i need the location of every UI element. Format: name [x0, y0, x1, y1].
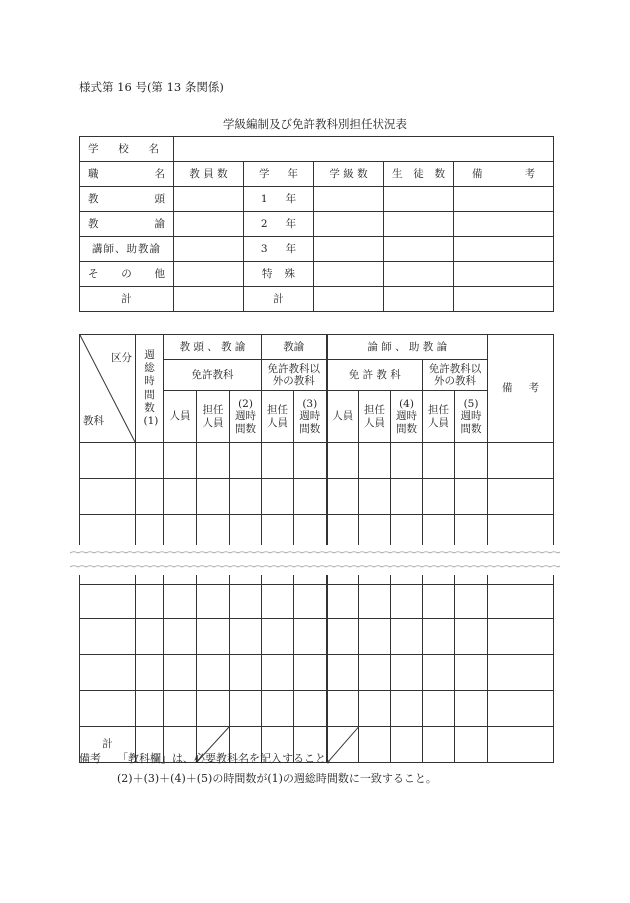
job-title: 講師、助教諭 — [80, 237, 174, 262]
staff-row — [80, 212, 554, 237]
total-label: 計 — [80, 287, 174, 312]
grade-total-label: 計 — [244, 287, 314, 312]
class-count-cell[interactable] — [314, 262, 384, 287]
value-cell[interactable] — [488, 443, 554, 479]
value-cell[interactable] — [230, 479, 262, 515]
job-title: 教 諭 — [80, 212, 174, 237]
licensed-subject-header-b: 免 許 教 科 — [327, 360, 423, 391]
job-title: そ の 他 — [80, 262, 174, 287]
in-charge-header: 担任人員 — [197, 391, 230, 443]
table-break-mark — [70, 545, 560, 575]
value-cell[interactable] — [197, 691, 230, 727]
hours-5-total[interactable] — [455, 727, 488, 763]
staff-row — [80, 262, 554, 287]
student-count-cell[interactable] — [384, 212, 454, 237]
document-title: 学級編制及び免許教科別担任状況表 — [223, 117, 407, 131]
value-cell[interactable] — [136, 691, 164, 727]
group-a-title: 教 頭 、 教 諭 — [164, 335, 262, 360]
value-cell[interactable] — [197, 655, 230, 691]
hours-5-header: (5) 週時 間数 — [455, 391, 488, 443]
hours-3-header: (3) 週時 間数 — [294, 391, 327, 443]
value-cell[interactable] — [455, 585, 488, 619]
value-cell[interactable] — [359, 479, 391, 515]
value-cell[interactable] — [423, 619, 455, 655]
value-cell[interactable] — [262, 691, 294, 727]
value-cell[interactable] — [423, 655, 455, 691]
subject-row — [80, 691, 554, 727]
staff-row — [80, 237, 554, 262]
value-cell[interactable] — [359, 691, 391, 727]
hours-4-header: (4) 週時 間数 — [391, 391, 423, 443]
value-cell[interactable] — [164, 691, 197, 727]
teacher-count-cell[interactable] — [174, 187, 244, 212]
value-cell[interactable] — [391, 479, 423, 515]
grade-cell: 3 年 — [244, 237, 314, 262]
remarks-cell[interactable] — [454, 212, 554, 237]
in-charge-header: 担任人員 — [359, 391, 391, 443]
teacher-count-cell[interactable] — [174, 262, 244, 287]
grade-cell: 2 年 — [244, 212, 314, 237]
grade-cell: 特 殊 — [244, 262, 314, 287]
value-cell[interactable] — [294, 443, 327, 479]
value-cell[interactable] — [391, 655, 423, 691]
subject-rows — [80, 443, 554, 727]
subject-label: 教科 — [83, 415, 104, 427]
value-cell[interactable] — [327, 619, 359, 655]
job-title-header: 職 名 — [80, 162, 174, 187]
remarks-header: 備 考 — [454, 162, 554, 187]
value-cell[interactable] — [230, 691, 262, 727]
value-cell[interactable] — [455, 619, 488, 655]
in-charge-header: 担任人員 — [423, 391, 455, 443]
remarks-line-2: (2)＋(3)＋(4)＋(5)の時間数が(1)の週総時間数に一致すること。 — [117, 772, 437, 785]
value-cell[interactable] — [164, 585, 197, 619]
value-cell[interactable] — [164, 619, 197, 655]
subject-name-cell[interactable] — [80, 585, 136, 619]
value-cell[interactable] — [488, 691, 554, 727]
value-cell[interactable] — [197, 585, 230, 619]
value-cell[interactable] — [455, 443, 488, 479]
value-cell[interactable] — [455, 655, 488, 691]
value-cell[interactable] — [230, 655, 262, 691]
value-cell[interactable] — [136, 619, 164, 655]
remarks-cell[interactable] — [454, 287, 554, 312]
student-count-cell[interactable] — [384, 237, 454, 262]
teacher-count-total[interactable] — [174, 287, 244, 312]
hours-2-header: (2) 週時 間数 — [230, 391, 262, 443]
hours-4-total[interactable] — [391, 727, 423, 763]
category-label: 区分 — [111, 352, 132, 364]
subject-name-cell[interactable] — [80, 655, 136, 691]
value-cell[interactable] — [262, 585, 294, 619]
value-cell[interactable] — [359, 443, 391, 479]
value-cell[interactable] — [262, 655, 294, 691]
value-cell[interactable] — [359, 585, 391, 619]
value-cell[interactable] — [488, 655, 554, 691]
school-name-label: 学 校 名 — [80, 137, 174, 162]
value-cell[interactable] — [197, 479, 230, 515]
value-cell[interactable] — [136, 585, 164, 619]
subject-row — [80, 479, 554, 515]
value-cell[interactable] — [391, 585, 423, 619]
value-cell[interactable] — [488, 619, 554, 655]
student-count-cell[interactable] — [384, 262, 454, 287]
group-a-other-title: 教諭 — [262, 335, 327, 360]
staff-header-row — [80, 162, 554, 187]
grade-cell: 1 年 — [244, 187, 314, 212]
value-cell[interactable] — [294, 691, 327, 727]
teacher-count-header: 教 員 数 — [174, 162, 244, 187]
unlicensed-subject-header-b: 免許教科以外の教科 — [423, 360, 488, 391]
value-cell[interactable] — [262, 479, 294, 515]
student-count-header: 生 徒 数 — [384, 162, 454, 187]
value-cell[interactable] — [136, 479, 164, 515]
subject-name-cell[interactable] — [80, 479, 136, 515]
remarks-label: 備考 — [79, 752, 101, 765]
remarks-header: 備 考 — [488, 335, 554, 443]
value-cell[interactable] — [230, 619, 262, 655]
class-count-cell[interactable] — [314, 212, 384, 237]
value-cell[interactable] — [294, 619, 327, 655]
value-cell[interactable] — [327, 443, 359, 479]
weekly-total-header: 週総時間数(1) — [136, 335, 164, 443]
value-cell[interactable] — [327, 691, 359, 727]
value-cell[interactable] — [294, 655, 327, 691]
in-charge-header: 担任人員 — [262, 391, 294, 443]
value-cell[interactable] — [455, 691, 488, 727]
category-subject-corner — [80, 335, 136, 443]
value-cell[interactable] — [197, 619, 230, 655]
subject-name-cell[interactable] — [80, 443, 136, 479]
value-cell[interactable] — [423, 479, 455, 515]
value-cell[interactable] — [488, 479, 554, 515]
subject-name-cell[interactable] — [80, 619, 136, 655]
value-cell[interactable] — [423, 443, 455, 479]
remarks-cell[interactable] — [454, 262, 554, 287]
form-number: 様式第 16 号(第 13 条関係) — [79, 80, 224, 94]
staff-summary-table — [79, 136, 554, 312]
value-cell[interactable] — [197, 443, 230, 479]
group-b-title: 論 師 、 助 教 論 — [327, 335, 488, 360]
remarks-cell[interactable] — [454, 237, 554, 262]
value-cell[interactable] — [262, 443, 294, 479]
value-cell[interactable] — [230, 443, 262, 479]
subject-row — [80, 443, 554, 479]
unlicensed-subject-header-a: 免許教科以外の教科 — [262, 360, 327, 391]
value-cell[interactable] — [359, 655, 391, 691]
class-count-cell[interactable] — [314, 187, 384, 212]
value-cell[interactable] — [423, 691, 455, 727]
value-cell[interactable] — [391, 619, 423, 655]
value-cell[interactable] — [423, 585, 455, 619]
subject-row — [80, 585, 554, 619]
value-cell[interactable] — [164, 479, 197, 515]
value-cell[interactable] — [136, 655, 164, 691]
subject-row — [80, 655, 554, 691]
in-charge-total[interactable] — [423, 727, 455, 763]
remarks-cell[interactable] — [454, 187, 554, 212]
school-name-value[interactable] — [174, 137, 554, 162]
value-cell[interactable] — [327, 479, 359, 515]
staff-row — [80, 187, 554, 212]
teacher-count-cell[interactable] — [174, 212, 244, 237]
student-count-total[interactable] — [384, 287, 454, 312]
value-cell[interactable] — [164, 655, 197, 691]
value-cell[interactable] — [455, 479, 488, 515]
value-cell[interactable] — [359, 619, 391, 655]
value-cell[interactable] — [230, 585, 262, 619]
value-cell[interactable] — [262, 619, 294, 655]
value-cell[interactable] — [294, 585, 327, 619]
grade-header: 学 年 — [244, 162, 314, 187]
in-charge-total[interactable] — [359, 727, 391, 763]
persons-header: 人員 — [164, 391, 197, 443]
subject-row — [80, 619, 554, 655]
teacher-count-cell[interactable] — [174, 237, 244, 262]
remarks-cell[interactable] — [488, 727, 554, 763]
persons-header: 人員 — [327, 391, 359, 443]
student-count-cell[interactable] — [384, 187, 454, 212]
class-count-total[interactable] — [314, 287, 384, 312]
staff-total-row — [80, 287, 554, 312]
value-cell[interactable] — [164, 443, 197, 479]
value-cell[interactable] — [391, 691, 423, 727]
value-cell[interactable] — [136, 443, 164, 479]
value-cell[interactable] — [294, 479, 327, 515]
subject-name-cell[interactable] — [80, 691, 136, 727]
remarks-line-1: 「教科欄」は、必要教科名を記入すること。 — [117, 752, 337, 765]
school-name-row — [80, 137, 554, 162]
value-cell[interactable] — [327, 655, 359, 691]
job-title: 教 頭 — [80, 187, 174, 212]
value-cell[interactable] — [327, 585, 359, 619]
value-cell[interactable] — [391, 443, 423, 479]
total-label: 計 — [80, 727, 136, 763]
value-cell[interactable] — [488, 585, 554, 619]
class-count-cell[interactable] — [314, 237, 384, 262]
licensed-subject-header-a: 免許教科 — [164, 360, 262, 391]
class-count-header: 学 級 数 — [314, 162, 384, 187]
